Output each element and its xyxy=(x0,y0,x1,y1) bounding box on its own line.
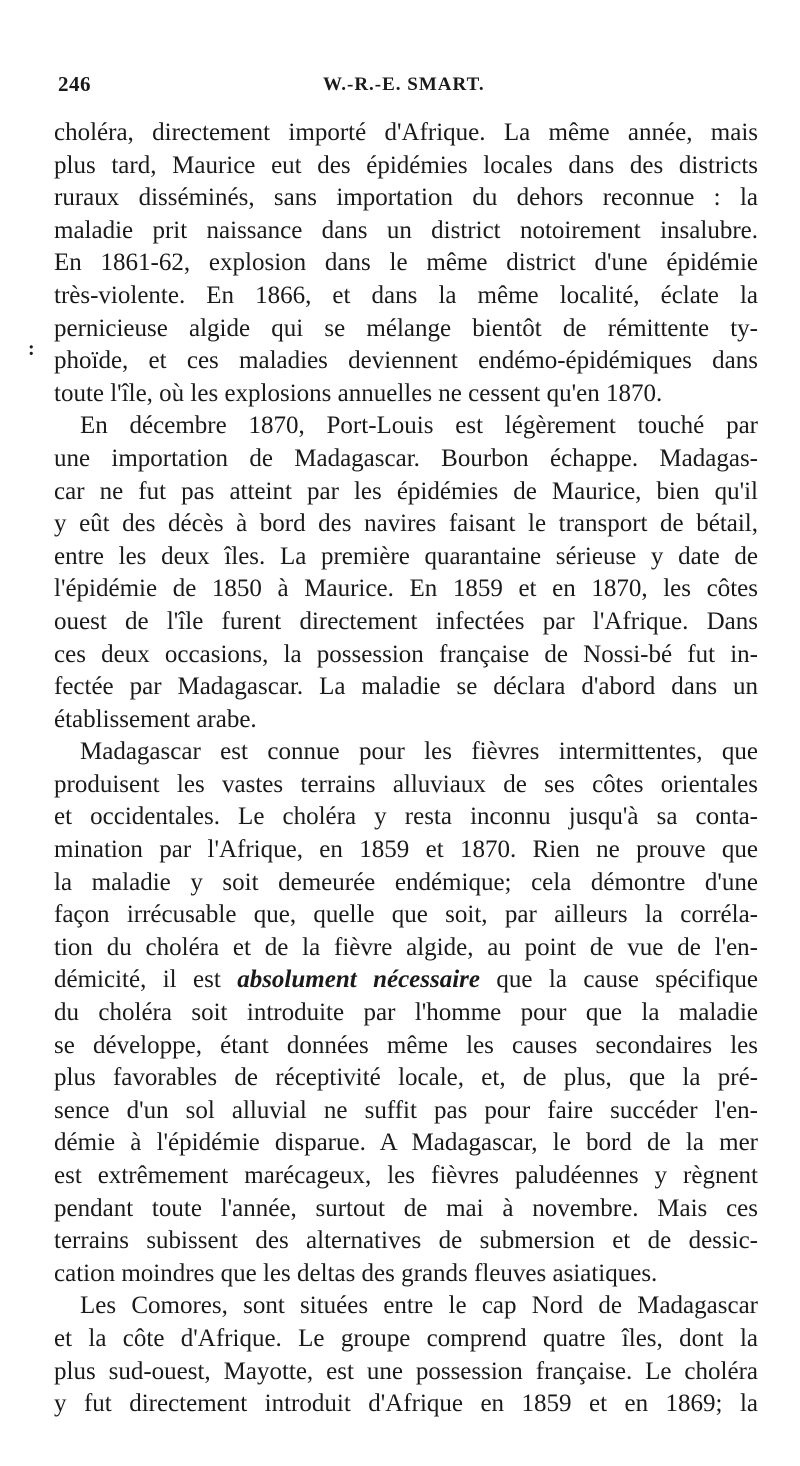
text-line: Madagascar est connue pour les fièvres intermittentes, que xyxy=(80,738,758,766)
page-number: 246 xyxy=(58,72,91,96)
text-line: Les Comores, sont situées entre le cap Nord de Madagascar xyxy=(80,1292,758,1320)
text-line: entre les deux îles. La première quarantaine sérieuse y date de xyxy=(54,542,758,570)
text-line: façon irrécusable que, quelle que soit, par ailleurs la corréla- xyxy=(54,901,758,929)
text-fragment: que la cause spécifique xyxy=(496,966,758,994)
text-fragment: démicité, il est xyxy=(54,966,221,994)
text-line: une importation de Madagascar. Bourbon échappe. Madagas- xyxy=(54,444,758,472)
text-line: phoïde, et ces maladies deviennent endémo-épidémiques dans xyxy=(54,347,758,375)
text-line: l'épidémie de 1850 à Maurice. En 1859 et en 1870, les côtes xyxy=(54,575,758,603)
margin-mark: : xyxy=(28,338,35,360)
text-line: pernicieuse algide qui se mélange bientôt de rémittente ty- xyxy=(54,314,758,342)
text-line: y fut directement introduit d'Afrique en 1859 et en 1869; la xyxy=(54,1390,758,1418)
text-line: mination par l'Afrique, en 1859 et 1870. Rien ne prouve que xyxy=(54,836,758,864)
text-line: terrains subissent des alternatives de submersion et de dessic- xyxy=(54,1227,758,1255)
text-line: En décembre 1870, Port-Louis est légèrement touché par xyxy=(80,412,758,440)
text-line: se développe, étant données même les causes secondaires les xyxy=(54,1031,758,1059)
text-line: En 1861-62, explosion dans le même district d'une épidémie xyxy=(54,249,758,277)
text-line: très-violente. En 1866, et dans la même localité, éclate la xyxy=(54,281,758,309)
running-head xyxy=(58,72,758,104)
text-line: démie à l'épidémie disparue. A Madagascar, le bord de la mer xyxy=(54,1129,758,1157)
text-line: ouest de l'île furent directement infectées par l'Afrique. Dans xyxy=(54,607,758,635)
text-line: est extrêmement marécageux, les fièvres paludéennes y règnent xyxy=(54,1162,758,1189)
text-line: ruraux disséminés, sans importation du dehors reconnue : la xyxy=(54,184,758,212)
emphasized-phrase: absolument nécessaire xyxy=(237,966,480,994)
text-line: car ne fut pas atteint par les épidémies de Maurice, bien qu'il xyxy=(54,477,758,505)
text-line: maladie prit naissance dans un district notoirement insalubre. xyxy=(54,216,758,244)
text-line: choléra, directement importé d'Afrique. La même année, mais xyxy=(54,119,758,146)
text-line: cation moindres que les deltas des grands fleuves asiatiques. xyxy=(54,1259,658,1287)
text-line: ces deux occasions, la possession française de Nossi-bé fut in- xyxy=(54,640,758,668)
text-line: tion du choléra et de la fièvre algide, au point de vue de l'en- xyxy=(54,933,758,961)
text-line: plus favorables de réceptivité locale, et, de plus, que la pré- xyxy=(54,1064,758,1092)
text-line: et la côte d'Afrique. Le groupe comprend quatre îles, dont la xyxy=(54,1324,758,1352)
text-line: et occidentales. Le choléra y resta inconnu jusqu'à sa conta- xyxy=(54,803,758,831)
text-line: fectée par Madagascar. La maladie se déclara d'abord dans un xyxy=(54,673,758,701)
text-line: la maladie y soit demeurée endémique; cela démontre d'une xyxy=(54,868,758,896)
body-text xyxy=(54,117,758,1421)
text-line: toute l'île, où les explosions annuelles ne cessent qu'en 1870. xyxy=(54,379,663,407)
text-line: du choléra soit introduite par l'homme pour que la maladie xyxy=(54,999,758,1027)
text-line: produisent les vastes terrains alluviaux de ses côtes orientales xyxy=(54,770,758,798)
text-line xyxy=(54,964,758,997)
text-line: établissement arabe. xyxy=(54,705,257,733)
text-line: plus tard, Maurice eut des épidémies locales dans des districts xyxy=(54,151,758,179)
running-head-author: W.-R.-E. SMART. xyxy=(323,74,485,95)
text-line: pendant toute l'année, surtout de mai à novembre. Mais ces xyxy=(54,1194,758,1222)
text-line: y eût des décès à bord des navires faisant le transport de bétail, xyxy=(54,510,758,538)
text-line: plus sud-ouest, Mayotte, est une possession française. Le choléra xyxy=(54,1357,758,1385)
text-line: sence d'un sol alluvial ne suffit pas pour faire succéder l'en- xyxy=(54,1096,758,1124)
